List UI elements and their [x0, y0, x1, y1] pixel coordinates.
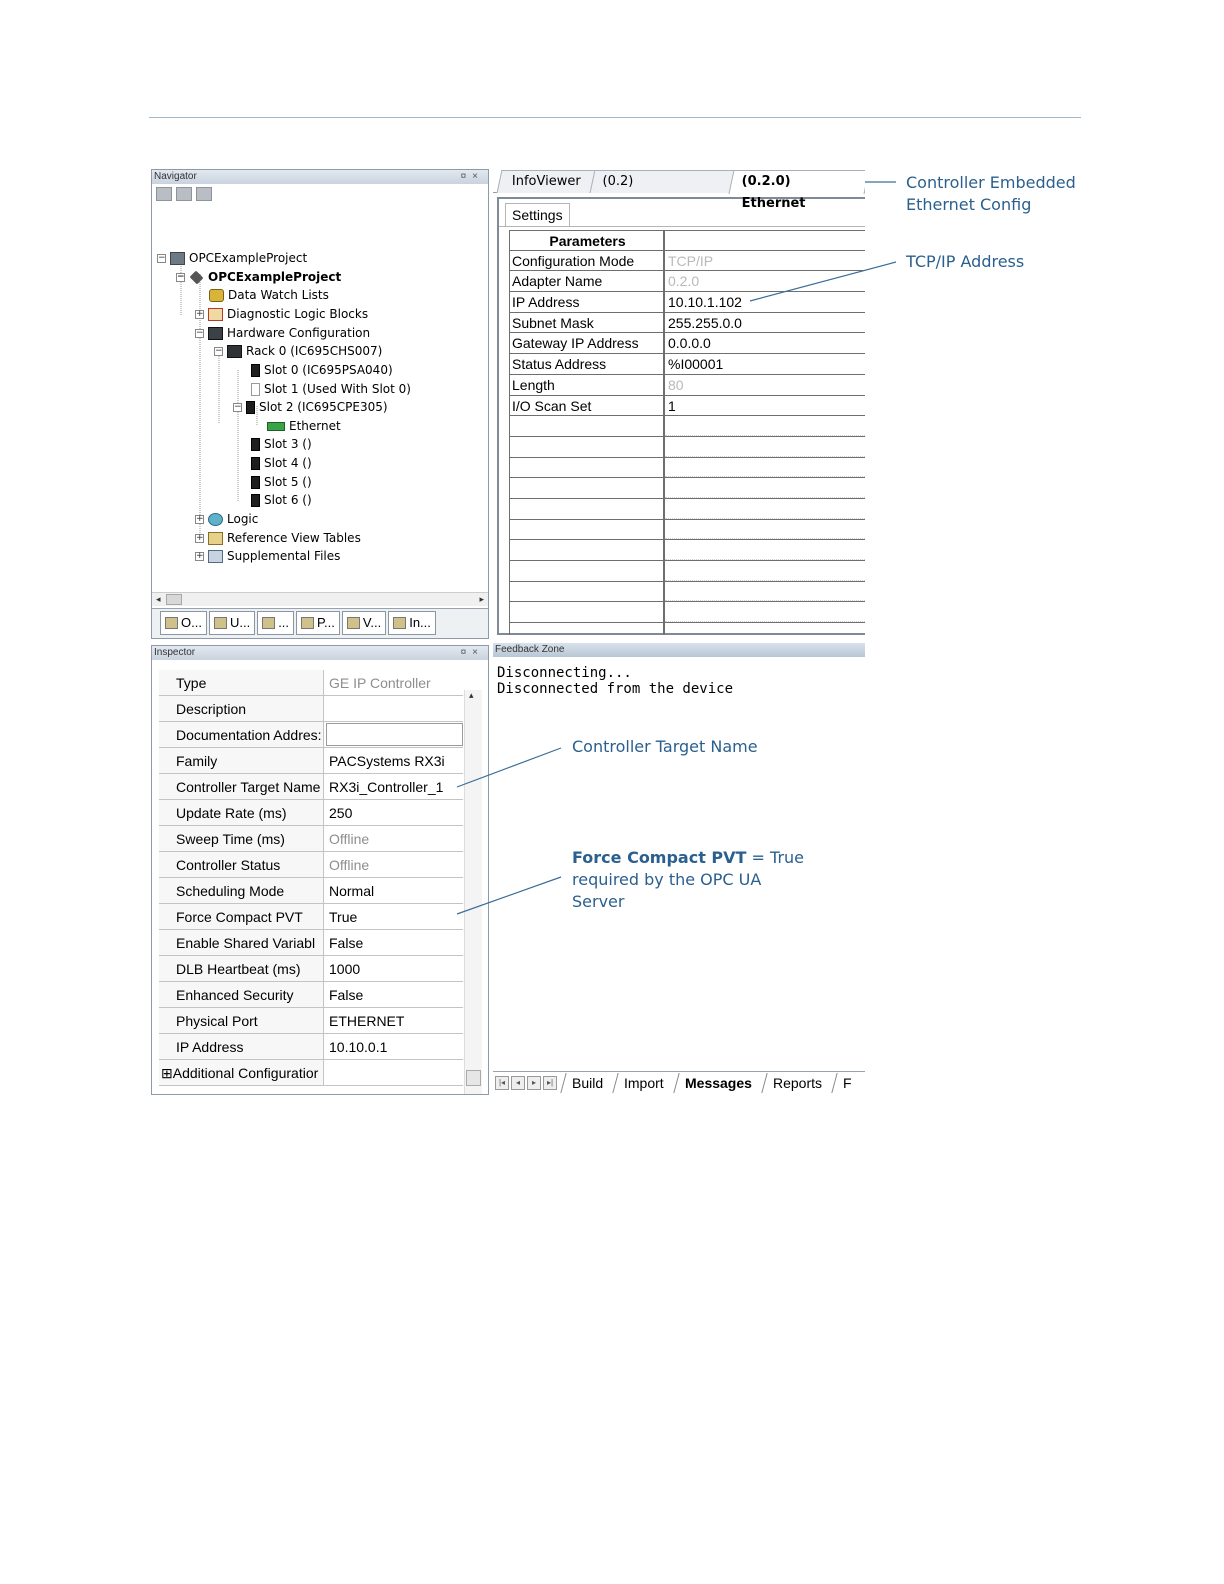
property-key: Physical Port	[159, 1008, 324, 1033]
tree-item-label: Ethernet	[289, 419, 341, 433]
property-value[interactable]: False	[329, 987, 364, 1003]
tab-label: V...	[362, 615, 382, 630]
leader-line-target-name	[457, 748, 561, 787]
property-key: Enable Shared Variabl	[159, 930, 324, 955]
tree-item-label: Slot 1 (Used With Slot 0)	[264, 382, 411, 396]
callout-controller-target-name: Controller Target Name	[572, 737, 758, 756]
feedback-title: Feedback Zone	[495, 644, 565, 655]
property-value[interactable]: 1000	[329, 961, 361, 977]
tree-item-label: Diagnostic Logic Blocks	[227, 307, 369, 321]
tab-label: InfoViewer	[511, 174, 581, 189]
leader-line-force-pvt	[457, 877, 561, 914]
expand-icon[interactable]: +	[196, 533, 204, 543]
param-value[interactable]: 1	[668, 397, 676, 414]
callout-text: = True	[746, 848, 805, 867]
tree-item-label: Slot 5 ()	[264, 475, 312, 489]
callout-text: required by the OPC UA	[572, 870, 762, 889]
property-value: Offline	[329, 857, 370, 873]
param-value[interactable]: %I00001	[668, 356, 724, 373]
property-key: Update Rate (ms)	[159, 800, 324, 825]
scroll-up-icon[interactable]: ▴	[469, 690, 474, 700]
tree-item-label: Slot 4 ()	[264, 456, 312, 470]
property-key: Controller Target Name	[159, 774, 324, 799]
message-line: Disconnected from the device	[497, 681, 734, 697]
callout-ethernet-config	[906, 172, 1076, 216]
param-value: 0.2.0	[668, 273, 700, 290]
collapse-icon[interactable]: −	[196, 328, 204, 338]
tree-item-label: Slot 3 ()	[264, 437, 312, 451]
navigator-title: Navigator	[154, 171, 197, 182]
property-key: Scheduling Mode	[159, 878, 324, 903]
property-key: Enhanced Security	[159, 982, 324, 1007]
collapse-icon[interactable]: −	[158, 253, 166, 263]
property-value[interactable]: ETHERNET	[329, 1013, 405, 1029]
pin-icon[interactable]: ¤	[460, 171, 473, 182]
param-key: Configuration Mode	[509, 251, 665, 271]
property-key-label: Additional Configuratior	[172, 1065, 319, 1081]
property-key: Description	[159, 696, 324, 721]
tab-label: Build	[572, 1074, 604, 1091]
pin-icon[interactable]: ¤	[460, 647, 473, 658]
param-key: Gateway IP Address	[509, 333, 665, 353]
last-tab-icon[interactable]: ▸|	[543, 1076, 557, 1090]
expand-icon[interactable]: ⊞	[161, 1065, 173, 1081]
property-key: Documentation Addres:	[159, 722, 324, 747]
property-value[interactable]: False	[329, 935, 364, 951]
tree-item-label: Logic	[227, 512, 259, 526]
property-key: Type	[159, 670, 324, 695]
tab-label: F	[842, 1074, 852, 1091]
expand-icon[interactable]: +	[196, 551, 204, 561]
tree-item-label: Slot 6 ()	[264, 493, 312, 507]
property-key: DLB Heartbeat (ms)	[159, 956, 324, 981]
tree-item-label: OPCExampleProject	[208, 270, 342, 284]
tree-item-label: Slot 0 (IC695PSA040)	[264, 363, 393, 377]
tab-label: Messages	[684, 1074, 752, 1091]
tree-item-label: OPCExampleProject	[189, 251, 308, 265]
tree-item-label: Data Watch Lists	[228, 288, 329, 302]
param-value[interactable]: 0.0.0.0	[668, 335, 711, 352]
tree-item-label: Reference View Tables	[227, 531, 361, 545]
leader-line-tcpip	[750, 262, 896, 301]
message-line: Disconnecting...	[497, 665, 632, 681]
param-value[interactable]: 10.10.1.102	[668, 294, 742, 311]
collapse-icon[interactable]: −	[177, 272, 185, 282]
tab-label: ...	[278, 615, 290, 630]
next-tab-icon[interactable]: ▸	[527, 1076, 541, 1090]
inspector-title: Inspector	[154, 647, 196, 658]
tab-settings[interactable]: Settings	[505, 203, 570, 227]
tab-label: Import	[624, 1074, 664, 1091]
param-key: Adapter Name	[509, 271, 665, 291]
property-value[interactable]: PACSystems RX3i	[329, 753, 445, 769]
param-value: 80	[668, 376, 684, 393]
prev-tab-icon[interactable]: ◂	[511, 1076, 525, 1090]
property-value[interactable]: RX3i_Controller_1	[329, 779, 444, 795]
property-value[interactable]: Normal	[329, 883, 375, 899]
expand-icon[interactable]: +	[196, 514, 204, 524]
callout-tcpip-address: TCP/IP Address	[906, 252, 1025, 271]
callout-text: Ethernet Config	[906, 195, 1032, 214]
callout-force-compact-pvt	[572, 847, 804, 913]
param-value[interactable]: 255.255.0.0	[668, 314, 742, 331]
tab-label: In...	[409, 615, 431, 630]
param-key: IP Address	[509, 292, 665, 312]
property-key: Sweep Time (ms)	[159, 826, 324, 851]
property-key: Force Compact PVT	[159, 904, 324, 929]
property-value[interactable]: 10.10.0.1	[329, 1039, 388, 1055]
tree-item-label: Slot 2 (IC695CPE305)	[259, 400, 388, 414]
property-value[interactable]: True	[329, 909, 358, 925]
close-icon[interactable]: ×	[472, 171, 484, 182]
property-value: Offline	[329, 831, 370, 847]
tab-label: U...	[229, 615, 251, 630]
expand-icon[interactable]: +	[196, 309, 204, 319]
tree-item-label: Hardware Configuration	[227, 326, 371, 340]
scroll-right-icon[interactable]: ▸	[479, 594, 484, 604]
param-key: Length	[509, 375, 665, 395]
column-header: Parameters	[509, 231, 665, 250]
property-key: Family	[159, 748, 324, 773]
tree-item-label: Rack 0 (IC695CHS007)	[246, 344, 383, 358]
tab-label: (0.2)	[602, 174, 634, 189]
callout-text: Server	[572, 892, 625, 911]
tab-label: (0.2.0) Ethernet	[741, 174, 806, 211]
tab-label: O...	[181, 615, 202, 630]
scroll-left-icon[interactable]: ◂	[156, 594, 161, 604]
param-key: Subnet Mask	[509, 313, 665, 333]
property-value[interactable]: 250	[329, 805, 353, 821]
tab-label: Reports	[772, 1074, 822, 1091]
property-value: GE IP Controller	[329, 675, 431, 691]
tab-ethernet[interactable]	[728, 170, 865, 211]
tab-label: P...	[317, 615, 335, 630]
param-value: TCP/IP	[668, 252, 714, 269]
collapse-icon[interactable]: −	[215, 346, 223, 356]
property-key: Controller Status	[159, 852, 324, 877]
param-key: Status Address	[509, 354, 665, 374]
param-key: I/O Scan Set	[509, 396, 665, 416]
property-key: IP Address	[159, 1034, 324, 1059]
close-icon[interactable]: ×	[472, 647, 484, 658]
first-tab-icon[interactable]: |◂	[495, 1076, 509, 1090]
callout-text: Controller Embedded	[906, 173, 1076, 192]
collapse-icon[interactable]: −	[234, 402, 242, 412]
callout-text-bold: Force Compact PVT	[572, 848, 747, 867]
tree-item-label: Supplemental Files	[227, 549, 341, 563]
